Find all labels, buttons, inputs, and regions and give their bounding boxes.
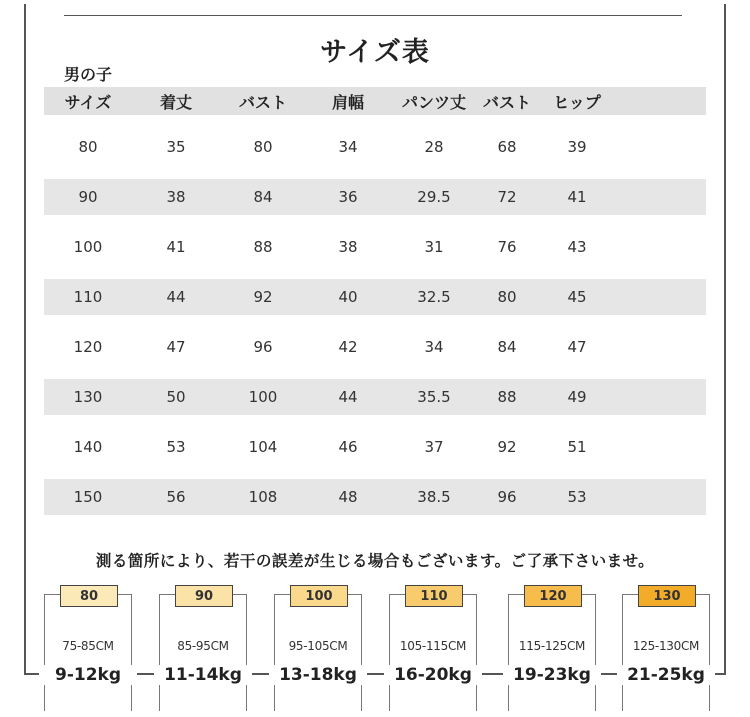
cell-hip: 49: [567, 388, 587, 406]
cell-bust: 88: [253, 238, 273, 256]
cell-pants-bust: 84: [497, 338, 517, 356]
size-card-height-range: 115-125CM: [518, 639, 586, 653]
cell-pants-bust: 92: [497, 438, 517, 456]
size-card-label: 120: [524, 585, 582, 607]
cell-shoulder: 48: [338, 488, 358, 506]
table-row: [44, 229, 706, 265]
size-table: [44, 87, 706, 515]
size-card-weight-range: 13-18kg: [269, 665, 367, 685]
table-row: [44, 129, 706, 165]
cell-length: 41: [166, 238, 186, 256]
cell-bust: 96: [253, 338, 273, 356]
table-row: [44, 329, 706, 365]
cell-pants-bust: 76: [497, 238, 517, 256]
cell-bust: 92: [253, 288, 273, 306]
table-header-row: [44, 87, 706, 115]
cell-pants-length: 29.5: [417, 188, 451, 206]
size-card-label: 130: [638, 585, 696, 607]
measurement-note: 測る箇所により、若干の誤差が生じる場合もございます。ご了承下さいませ。: [95, 552, 655, 570]
cell-hip: 53: [567, 488, 587, 506]
header-cell-pants-bust: バスト: [482, 92, 531, 112]
size-card-weight-range: 21-25kg: [617, 665, 715, 685]
cell-pants-bust: 80: [497, 288, 517, 306]
header-cell-length: 着丈: [159, 92, 192, 112]
cell-shoulder: 36: [338, 188, 358, 206]
cell-hip: 41: [567, 188, 587, 206]
cell-length: 53: [166, 438, 186, 456]
cell-shoulder: 44: [338, 388, 358, 406]
size-card-label: 100: [290, 585, 348, 607]
cell-pants-length: 34: [424, 338, 444, 356]
cell-shoulder: 42: [338, 338, 358, 356]
size-card-130: [622, 588, 710, 711]
frame-left-border: [24, 4, 26, 674]
cell-size: 100: [73, 238, 103, 256]
cell-pants-length: 32.5: [417, 288, 451, 306]
size-card-90: [159, 588, 247, 711]
size-card-label: 80: [60, 585, 118, 607]
table-row: [44, 379, 706, 415]
cell-hip: 51: [567, 438, 587, 456]
table-row: [44, 429, 706, 465]
cell-hip: 47: [567, 338, 587, 356]
cell-shoulder: 34: [338, 138, 358, 156]
size-card-height-range: 75-85CM: [62, 639, 114, 653]
cell-size: 120: [73, 338, 103, 356]
size-card-label: 110: [405, 585, 463, 607]
size-card-120: [508, 588, 596, 711]
header-cell-pants-length: パンツ丈: [401, 92, 466, 112]
frame-right-border: [724, 4, 726, 674]
cell-size: 150: [73, 488, 103, 506]
header-cell-shoulder: 肩幅: [331, 92, 364, 112]
size-card-weight-range: 9-12kg: [39, 665, 137, 685]
cell-pants-length: 38.5: [417, 488, 451, 506]
size-card-label: 90: [175, 585, 233, 607]
cell-size: 130: [73, 388, 103, 406]
cell-pants-bust: 88: [497, 388, 517, 406]
cell-pants-bust: 72: [497, 188, 517, 206]
size-card-height-range: 105-115CM: [399, 639, 467, 653]
size-card-height-range: 125-130CM: [632, 639, 700, 653]
size-card-110: [389, 588, 477, 711]
cell-shoulder: 40: [338, 288, 358, 306]
header-cell-bust: バスト: [238, 92, 287, 112]
size-card-80: [44, 588, 132, 711]
header-cell-size: サイズ: [64, 92, 112, 112]
cell-pants-bust: 68: [497, 138, 517, 156]
cell-size: 80: [78, 138, 98, 156]
table-row: [44, 479, 706, 515]
size-card-weight-range: 11-14kg: [154, 665, 252, 685]
cell-pants-length: 28: [424, 138, 444, 156]
size-card-weight-range: 16-20kg: [384, 665, 482, 685]
table-row: [44, 179, 706, 215]
size-card-height-range: 95-105CM: [288, 639, 348, 653]
table-subtitle: 男の子: [64, 65, 113, 84]
cell-length: 47: [166, 338, 186, 356]
cell-hip: 43: [567, 238, 587, 256]
cell-pants-length: 35.5: [417, 388, 451, 406]
cell-size: 140: [73, 438, 103, 456]
cell-bust: 104: [248, 438, 278, 456]
cell-length: 44: [166, 288, 186, 306]
cell-bust: 80: [253, 138, 273, 156]
cell-pants-bust: 96: [497, 488, 517, 506]
cell-length: 50: [166, 388, 186, 406]
cell-pants-length: 31: [424, 238, 444, 256]
cell-bust: 100: [248, 388, 278, 406]
cell-length: 35: [166, 138, 186, 156]
size-card-100: [274, 588, 362, 711]
cell-size: 90: [78, 188, 98, 206]
cell-length: 38: [166, 188, 186, 206]
cell-shoulder: 38: [338, 238, 358, 256]
cell-length: 56: [166, 488, 186, 506]
cell-shoulder: 46: [338, 438, 358, 456]
size-card-height-range: 85-95CM: [177, 639, 229, 653]
cell-hip: 45: [567, 288, 587, 306]
cell-bust: 108: [248, 488, 278, 506]
header-cell-hip: ヒップ: [553, 92, 601, 112]
table-row: [44, 279, 706, 315]
cell-size: 110: [73, 288, 103, 306]
cell-pants-length: 37: [424, 438, 444, 456]
page-title: サイズ表: [320, 37, 430, 68]
size-card-weight-range: 19-23kg: [503, 665, 601, 685]
cell-hip: 39: [567, 138, 587, 156]
top-divider: [64, 15, 682, 16]
cell-bust: 84: [253, 188, 273, 206]
